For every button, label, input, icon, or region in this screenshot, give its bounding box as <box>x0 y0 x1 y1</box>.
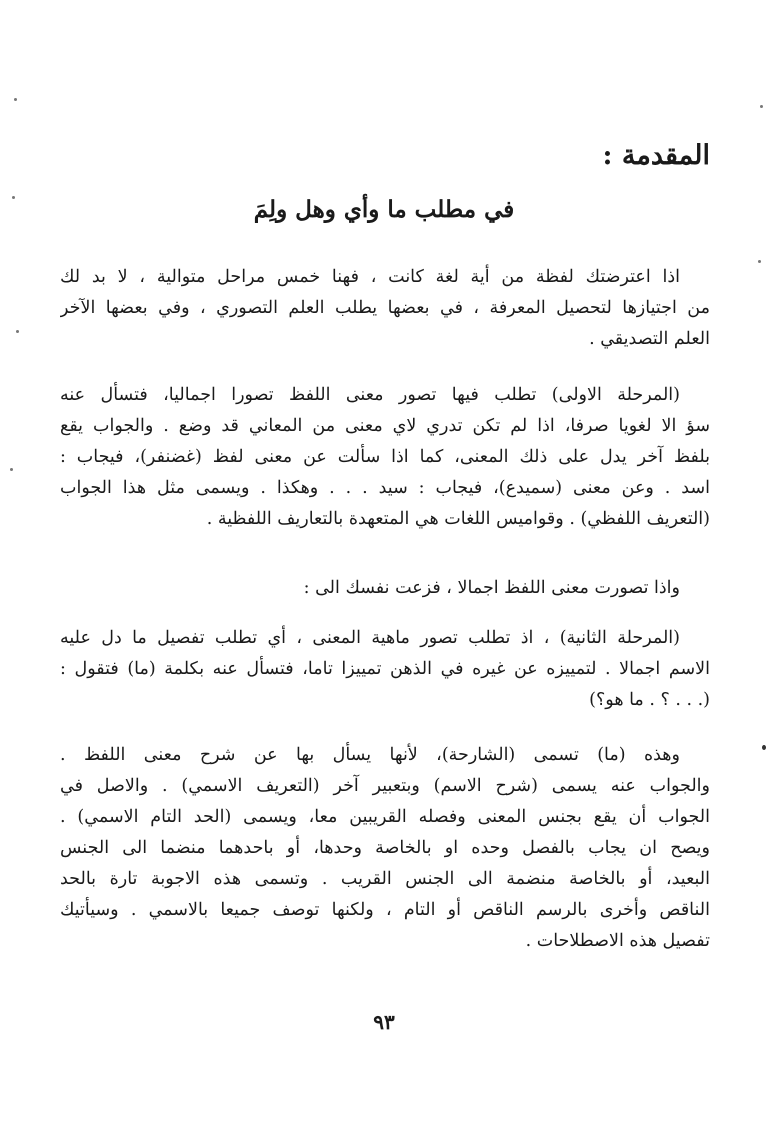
text-line: ويصح ان يجاب بالفصل وحده او بالخاصة وحدها، أو باحدهما منضما الى الجنس <box>60 838 710 858</box>
text-line: البعيد، أو بالخاصة منضمة الى الجنس القريب . وتسمى هذه الاجوبة تارة بالحد <box>60 869 710 889</box>
text-line: من اجتيازها لتحصيل المعرفة ، في بعضها يطلب العلم التصوري ، وفي بعضها الآخر <box>60 298 710 318</box>
margin-speck <box>758 260 761 263</box>
paragraph-5 <box>60 740 710 957</box>
page-number: ٩٣ <box>373 1010 395 1034</box>
text-line: اذا اعترضتك لفظة من أية لغة كانت ، فهنا خمس مراحل متوالية ، لا بد لك <box>60 267 680 287</box>
text-line: بلفظ آخر يدل على ذلك المعنى، كما اذا سألت عن معنى لفظ (غضنفر)، فيجاب : <box>60 447 710 467</box>
margin-speck <box>760 105 763 108</box>
section-subheading: في مطلب ما وأي وهل ولِمَ <box>253 196 515 223</box>
margin-speck <box>762 745 766 750</box>
paragraph-4 <box>60 623 710 716</box>
text-line: (التعريف اللفظي) . وقواميس اللغات هي المتعهدة بالتعاريف اللفظية . <box>206 509 710 529</box>
margin-speck <box>16 330 19 333</box>
text-line: (. . . ؟ . ما هو؟) <box>589 690 710 710</box>
text-line: (المرحلة الاولى) تطلب فيها تصور معنى اللفظ تصورا اجماليا، فتسأل عنه <box>60 385 680 405</box>
text-line: واذا تصورت معنى اللفظ اجمالا ، فزعت نفسك الى : <box>303 578 680 598</box>
paragraph-2 <box>60 380 710 535</box>
text-line: وهذه (ما) تسمى (الشارحة)، لأنها يسأل بها عن شرح معنى اللفظ . <box>60 745 680 765</box>
text-line: الجواب أن يقع بجنس المعنى وفصله القريبين معا، ويسمى (الحد التام الاسمي) . <box>60 807 710 827</box>
margin-speck <box>14 98 17 101</box>
text-line: تفصيل هذه الاصطلاحات . <box>525 931 710 951</box>
section-heading: المقدمة : <box>602 140 710 171</box>
text-line: الاسم اجمالا . لتمييزه عن غيره في الذهن تمييزا تاما، فتسأل عنه بكلمة (ما) فتقول : <box>60 659 710 679</box>
text-line: والجواب عنه يسمى (شرح الاسم) وبتعبير آخر (التعريف الاسمي) . والاصل في <box>60 776 710 796</box>
text-line: اسد . وعن معنى (سميدع)، فيجاب : سيد . . . وهكذا . ويسمى مثل هذا الجواب <box>60 478 710 498</box>
text-line: سؤ الا لغويا صرفا، اذا لم تكن تدري لاي معنى من المعاني قد وضع . والجواب يقع <box>60 416 710 436</box>
paragraph-3 <box>60 573 710 604</box>
text-line: (المرحلة الثانية) ، اذ تطلب تصور ماهية المعنى ، أي تطلب تفصيل ما دل عليه <box>60 628 680 648</box>
margin-speck <box>10 468 13 471</box>
text-line: العلم التصديقي . <box>589 329 710 349</box>
text-line: الناقص وأخرى بالرسم الناقص أو التام ، ولكنها توصف جميعا بالاسمي . وسيأتيك <box>60 900 710 920</box>
paragraph-1 <box>60 262 710 355</box>
